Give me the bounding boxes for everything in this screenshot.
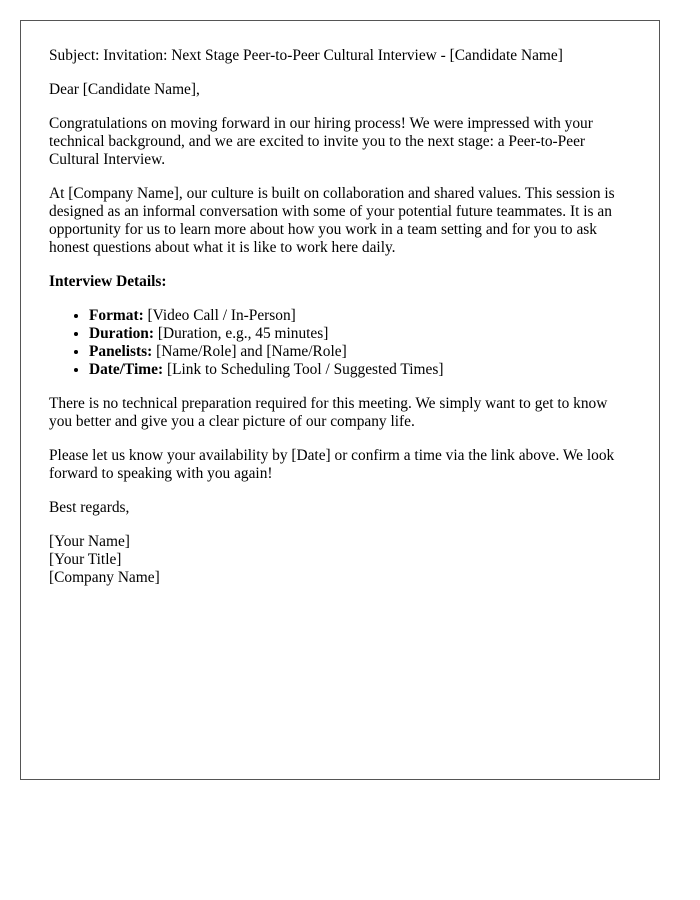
signature-title: [Your Title] (49, 551, 122, 568)
letter-document (20, 20, 660, 780)
signature-block (49, 533, 631, 587)
signoff: Best regards, (49, 499, 130, 516)
greeting: Dear [Candidate Name], (49, 81, 200, 98)
interview-details-list (49, 307, 631, 379)
intro-paragraph: Congratulations on moving forward in our hiring process! We were impressed with your technical background, and we are excited to invite you to the next stage: a Peer-to-Peer Cultural Interview. (49, 115, 593, 168)
signature-company: [Company Name] (49, 569, 160, 586)
detail-label: Panelists: (89, 343, 153, 360)
interview-details-heading: Interview Details: (49, 273, 167, 290)
culture-paragraph: At [Company Name], our culture is built on collaboration and shared values. This session is designed as an informal conversation with some of your potential future teammates. It is an opportunity for us to learn more about how you work in a team setting and for you to ask honest questions about what it is like to work here daily. (49, 185, 615, 256)
availability-paragraph: Please let us know your availability by [Date] or confirm a time via the link above. We look forward to speaking with you again! (49, 447, 615, 482)
detail-label: Format: (89, 307, 144, 324)
detail-item-date-time (89, 361, 631, 379)
signature-name: [Your Name] (49, 533, 130, 550)
detail-item-format (89, 307, 631, 325)
detail-item-panelists (89, 343, 631, 361)
detail-value: [Name/Role] and [Name/Role] (152, 343, 347, 360)
detail-value: [Video Call / In-Person] (143, 307, 296, 324)
detail-value: [Duration, e.g., 45 minutes] (153, 325, 329, 342)
preparation-paragraph: There is no technical preparation required for this meeting. We simply want to get to know you better and give you a clear picture of our company life. (49, 395, 608, 430)
detail-item-duration (89, 325, 631, 343)
email-subject: Subject: Invitation: Next Stage Peer-to-Peer Cultural Interview - [Candidate Name] (49, 47, 563, 64)
detail-label: Date/Time: (89, 361, 164, 378)
detail-label: Duration: (89, 325, 154, 342)
detail-value: [Link to Scheduling Tool / Suggested Times] (163, 361, 444, 378)
